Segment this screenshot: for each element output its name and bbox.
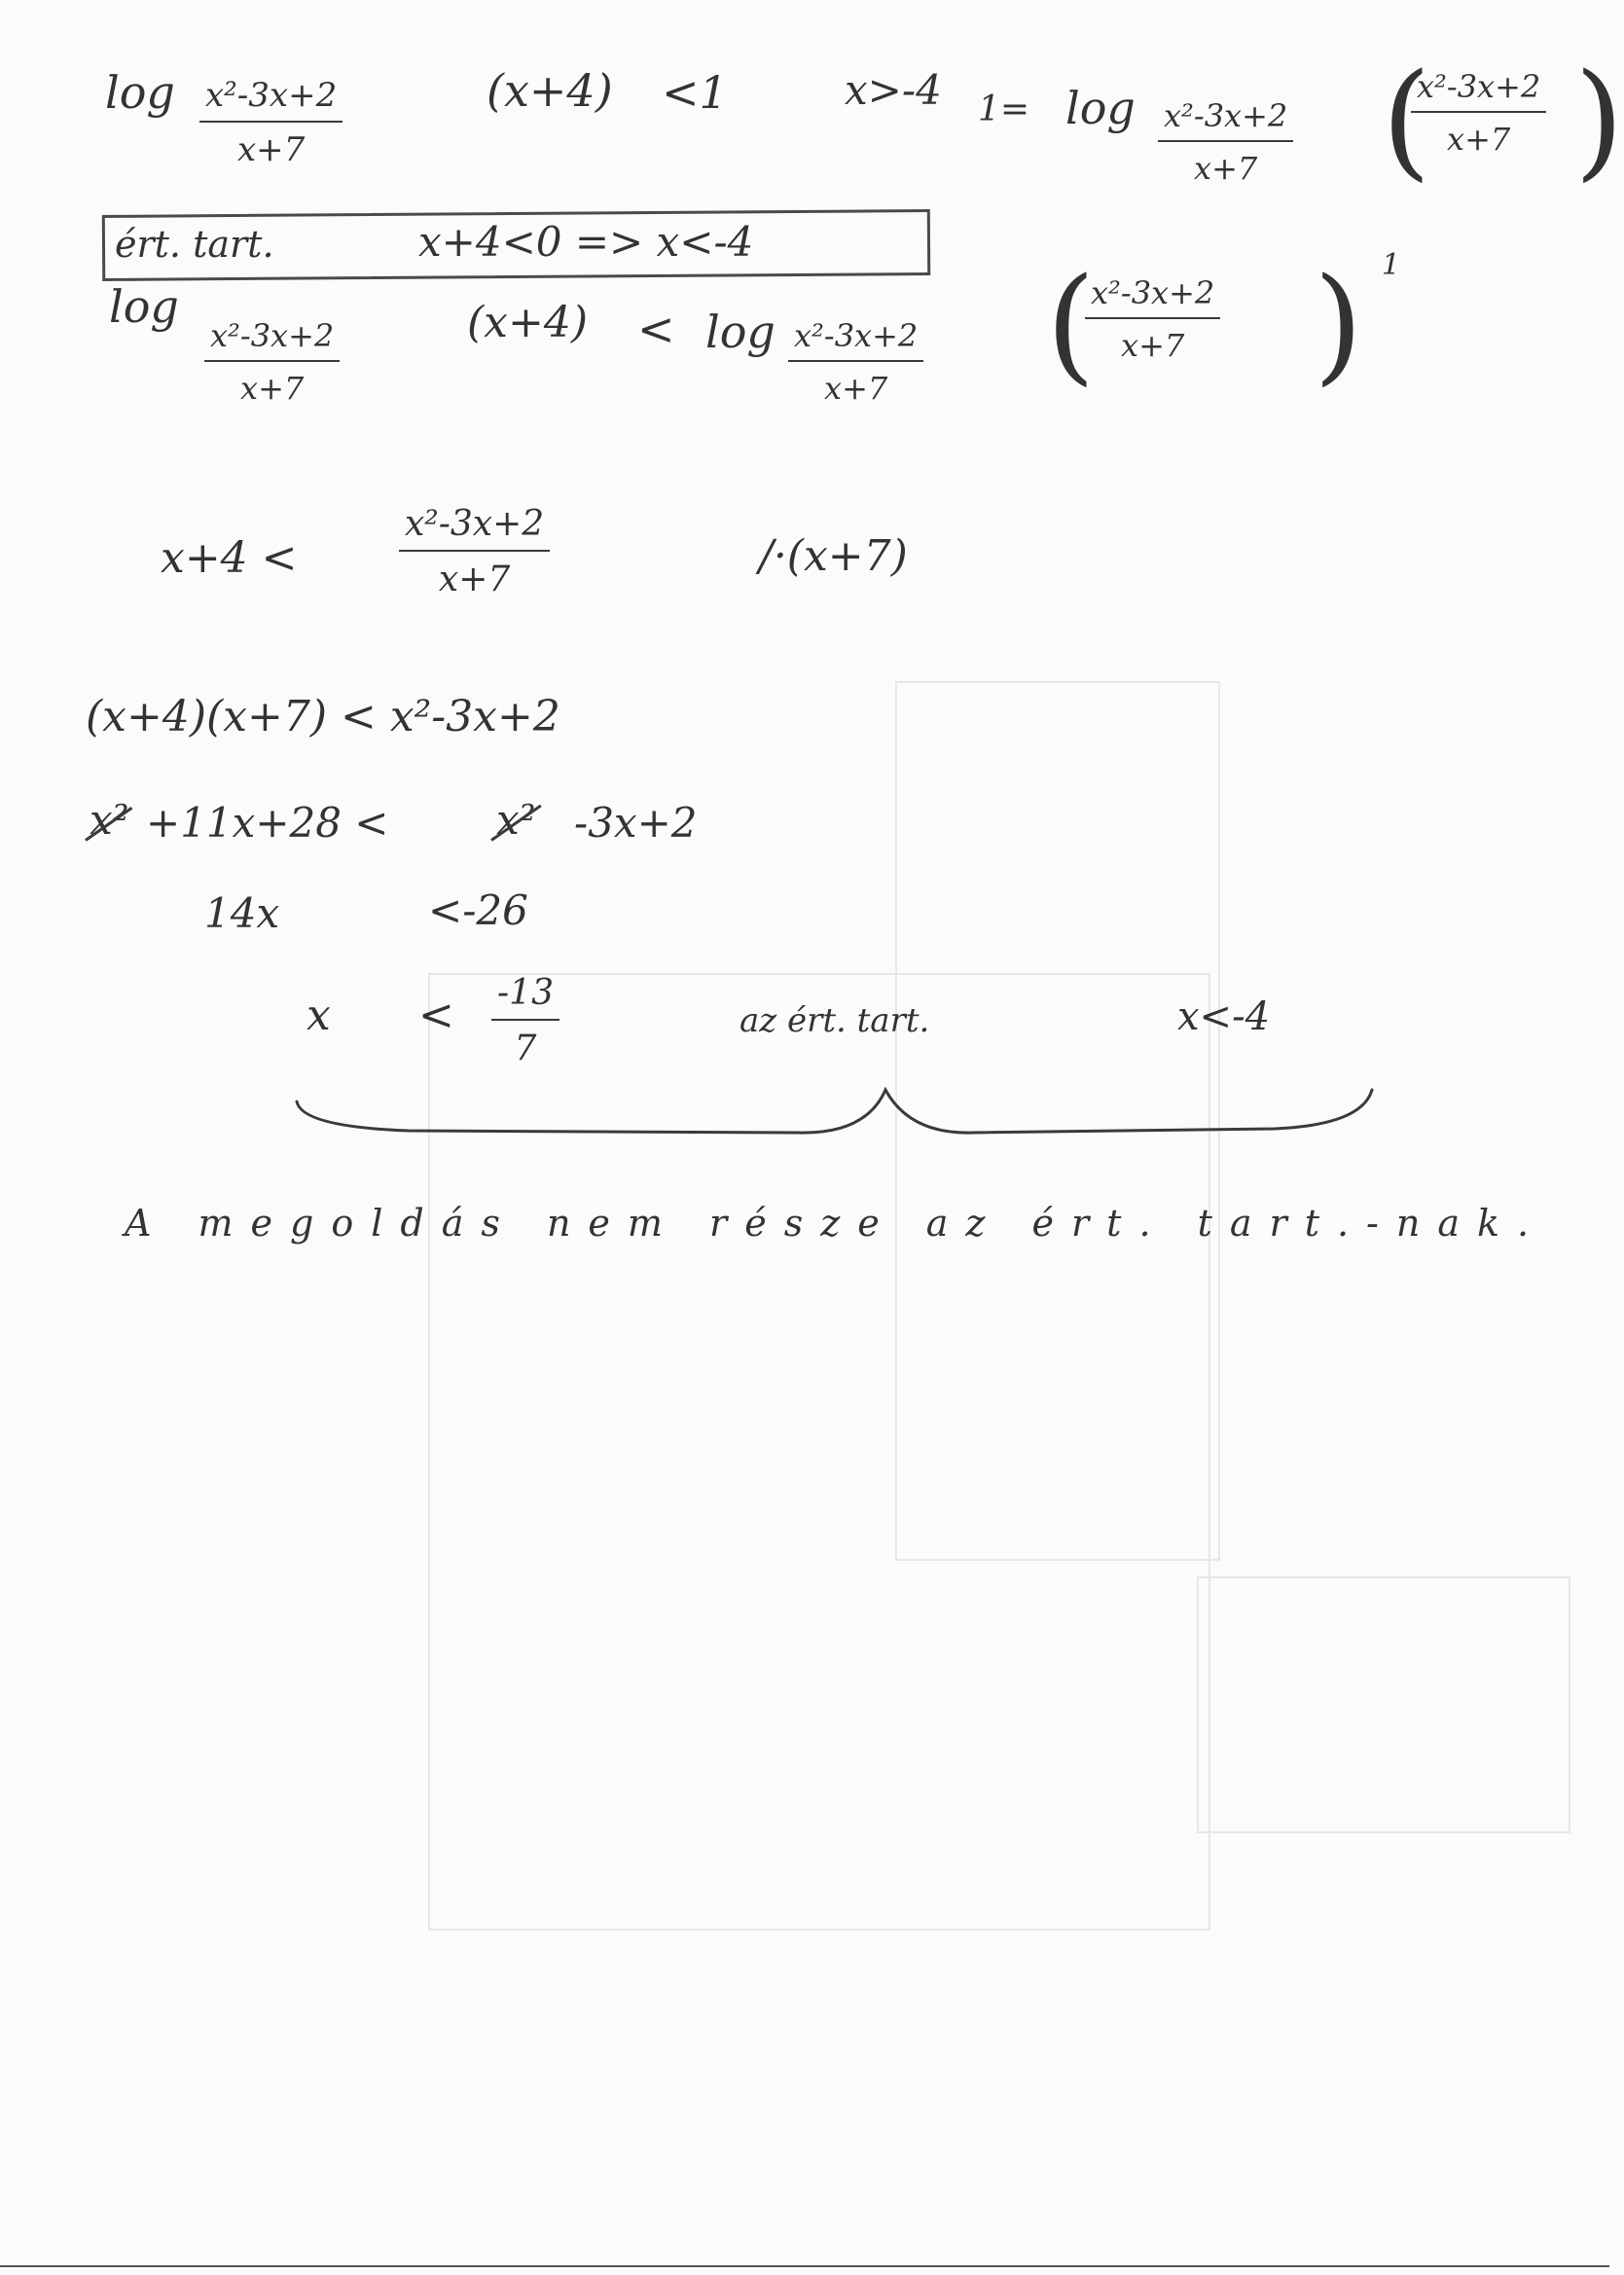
line2-lt: <	[637, 303, 675, 355]
line2-exponent: 1	[1382, 248, 1401, 282]
line2-base-denominator: x+7	[240, 370, 305, 407]
line7-x: x	[307, 991, 331, 1040]
line2-log: log	[109, 280, 179, 333]
line1-base-denominator: x+7	[236, 130, 306, 169]
line1-argument: (x+4)	[487, 64, 613, 117]
line2-base-numerator: x²-3x+2	[204, 317, 340, 362]
underbrace	[292, 1080, 1382, 1148]
domain-label: ért. tart.	[115, 223, 274, 266]
line1-base-fraction	[199, 76, 343, 169]
line2-base2-denominator: x+7	[824, 370, 888, 407]
line1-base2-numerator: x²-3x+2	[1158, 97, 1293, 142]
line3-lhs: x+4 <	[161, 533, 298, 583]
line1-log: log	[105, 66, 175, 119]
line3-denominator: x+7	[438, 560, 511, 599]
line1-arg2-numerator: x²-3x+2	[1411, 68, 1546, 113]
line1-arg2-fraction	[1411, 68, 1546, 158]
line2-base-fraction	[204, 317, 340, 407]
line2-base2-fraction	[788, 317, 923, 407]
line7-label: az ért. tart.	[740, 1001, 930, 1040]
line5-tail: -3x+2	[574, 799, 698, 847]
line1-base2-fraction	[1158, 97, 1293, 187]
line5-x2: x²	[90, 796, 129, 844]
line2-arg2-denominator: x+7	[1121, 327, 1185, 364]
line1-arg2-denominator: x+7	[1447, 121, 1511, 158]
line2-argument: (x+4)	[467, 298, 589, 347]
conclusion: A megoldás nem része az ért. tart.-nak.	[125, 1202, 1547, 1245]
line3-fraction	[399, 504, 550, 599]
domain-condition: x+4<0 => x<-4	[418, 218, 754, 266]
line6-lhs: 14x	[204, 889, 280, 937]
line2-arg2-fraction	[1085, 274, 1220, 364]
line2-arg2-numerator: x²-3x+2	[1085, 274, 1220, 319]
line2-open-paren: (	[1046, 250, 1096, 398]
line1-base2-denominator: x+7	[1194, 150, 1258, 187]
line7-denominator: 7	[514, 1029, 537, 1068]
line7-lt: <	[418, 991, 454, 1040]
line1-rhs: <1	[662, 66, 728, 119]
line1-close-paren: )	[1574, 46, 1624, 194]
line1-open-paren: (	[1382, 46, 1431, 194]
ghost-frame-right	[1197, 1576, 1570, 1833]
page-bottom-edge	[0, 2265, 1609, 2267]
line2-base2-numerator: x²-3x+2	[788, 317, 923, 362]
line5-mid: +11x+28 <	[146, 799, 389, 847]
line2-close-paren: )	[1314, 250, 1363, 398]
line3-numerator: x²-3x+2	[399, 504, 550, 552]
line1-condition: x>-4	[845, 66, 942, 114]
line7-condition: x<-4	[1177, 994, 1271, 1039]
line2-log2: log	[705, 306, 776, 358]
line3-multiplier: /·(x+7)	[759, 531, 908, 581]
line4: (x+4)(x+7) < x²-3x+2	[86, 692, 560, 741]
line6-rhs: <-26	[428, 886, 528, 934]
line5-x2b: x²	[496, 796, 536, 844]
line7-numerator: -13	[491, 973, 559, 1021]
line1-equals: 1=	[978, 90, 1030, 129]
line7-fraction	[491, 973, 559, 1068]
line1-base-numerator: x²-3x+2	[199, 76, 343, 123]
line1-log2: log	[1065, 82, 1136, 134]
